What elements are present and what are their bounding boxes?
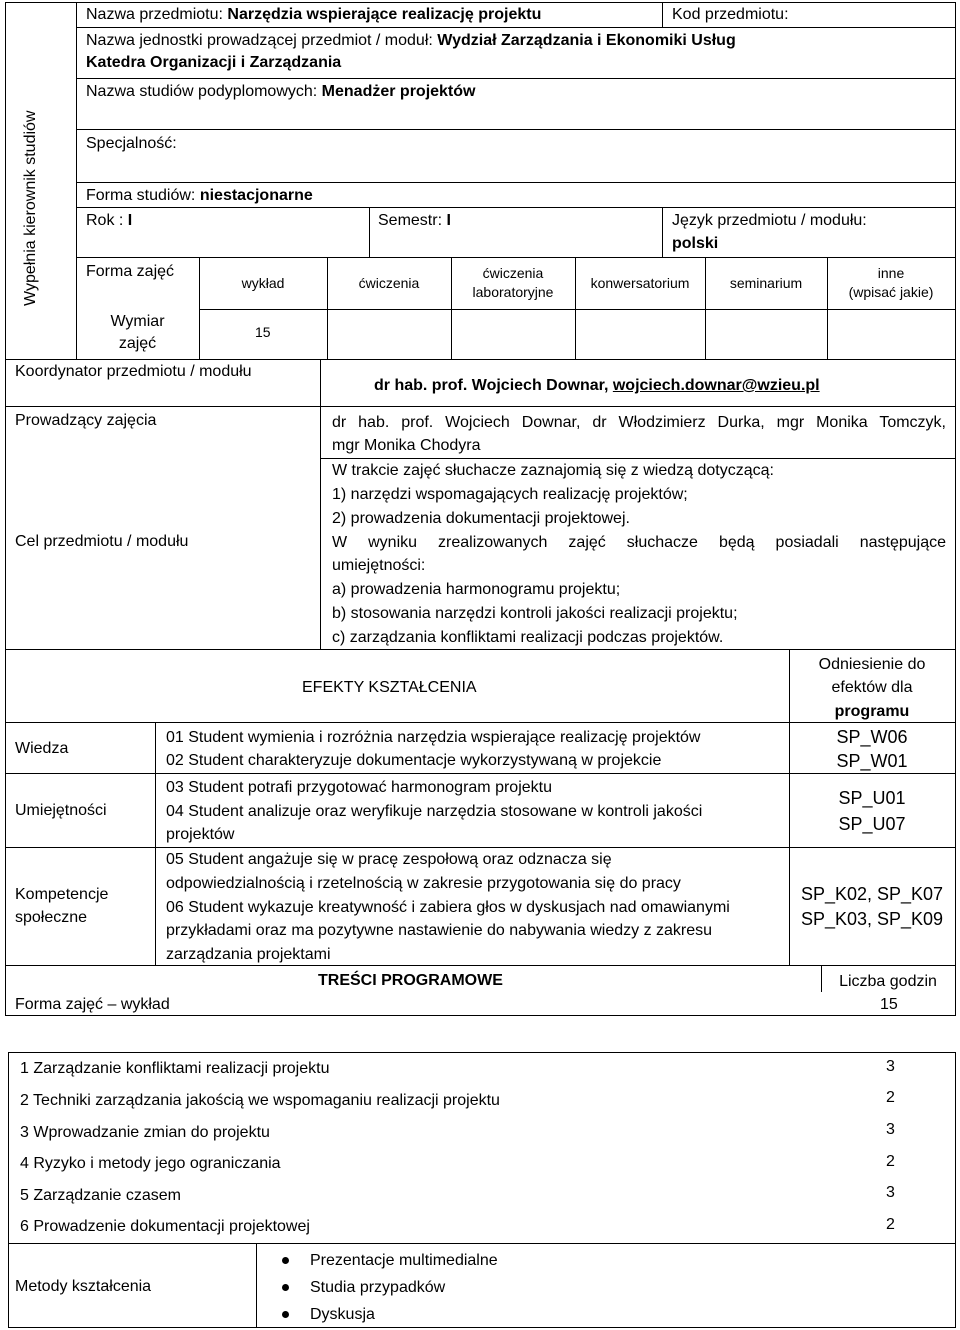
goal-line: umiejętności: <box>332 557 426 574</box>
knowledge-label: Wiedza <box>15 740 69 757</box>
bullet-icon <box>282 1257 289 1264</box>
hours-label-line2: zajęć <box>118 335 157 352</box>
studies-label: Nazwa studiów podyplomowych: <box>86 83 318 100</box>
coordinator-label: Koordynator przedmiotu / modułu <box>15 363 252 380</box>
coordinator-value-row <box>374 376 820 395</box>
lecture-hours: 15 <box>255 324 271 340</box>
outcome-line: 05 Student angażuje się w pracę zespołową oraz odznacza się <box>166 851 612 868</box>
outcome-ref: SP_W06 <box>836 727 908 747</box>
outcome-ref: SP_K02, SP_K07 <box>800 884 944 904</box>
col-conversatory: konwersatorium <box>590 275 690 291</box>
outcome-line: odpowiedzialnością i rzetelnością w zakresie przygotowania się do pracy <box>166 875 681 892</box>
coordinator-email-link[interactable]: wojciech.downar@wzieu.pl <box>612 377 820 394</box>
method-item: Prezentacje multimedialne <box>310 1252 498 1269</box>
topic-label: 3 Wprowadzanie zmian do projektu <box>20 1124 270 1141</box>
semester-label: Semestr: <box>378 212 443 229</box>
goal-line: W trakcie zajęć słuchacze zaznajomią się z wiedzą dotyczącą: <box>332 462 774 479</box>
outcome-line: zarządzania projektami <box>166 946 331 963</box>
topic-hours: 3 <box>886 1184 895 1201</box>
col-exercises: ćwiczenia <box>358 275 420 291</box>
method-item: Dyskusja <box>310 1306 375 1323</box>
outcome-line: 02 Student charakteryzuje dokumentacje wykorzystywaną w projekcie <box>166 752 662 769</box>
study-form-row <box>86 186 313 205</box>
outcome-line: 04 Student analizuje oraz weryfikuje narzędzia stosowane w kontroli jakości <box>166 803 703 820</box>
outcome-ref: SP_U01 <box>838 788 906 808</box>
instructors-line2: mgr Monika Chodyra <box>332 437 481 454</box>
goal-line: b) stosowania narzędzi kontroli jakości realizacji projektu; <box>332 605 738 622</box>
language-value: polski <box>672 235 719 252</box>
topic-hours: 2 <box>886 1089 895 1106</box>
side-label-text: Wypełnia kierownik studiów <box>22 110 39 306</box>
topic-label: 5 Zarządzanie czasem <box>20 1187 181 1204</box>
course-name-label: Nazwa przedmiotu: <box>86 6 223 23</box>
year-row <box>86 211 132 230</box>
goal-label: Cel przedmiotu / modułu <box>15 533 189 550</box>
year-value: I <box>127 212 133 229</box>
col-lecture: wykład <box>241 275 285 291</box>
unit-row <box>86 31 736 50</box>
method-item: Studia przypadków <box>310 1279 446 1296</box>
skills-label: Umiejętności <box>15 802 107 819</box>
specialty-label: Specjalność: <box>86 135 177 152</box>
language-label: Język przedmiotu / modułu: <box>672 212 867 229</box>
unit-value: Wydział Zarządzania i Ekonomiki Usług <box>437 32 736 49</box>
outcome-line: projektów <box>166 826 235 843</box>
goal-line: 2) prowadzenia dokumentacji projektowej. <box>332 510 630 527</box>
goal-line: c) zarządzania konfliktami realizacji podczas projektów. <box>332 629 724 646</box>
competences-label-line2: społeczne <box>15 909 88 926</box>
unit-value-line2: Katedra Organizacji i Zarządzania <box>86 54 342 71</box>
outcome-line: 03 Student potrafi przygotować harmonogram projektu <box>166 779 552 796</box>
col-other-line2: (wpisać jakie) <box>848 284 934 300</box>
instructors-line1: dr hab. prof. Wojciech Downar, dr Włodzimierz Durka, mgr Monika Tomczyk, <box>332 414 946 431</box>
instructors-label: Prowadzący zajęcia <box>15 412 157 429</box>
col-seminar: seminarium <box>729 275 803 291</box>
studies-value: Menadżer projektów <box>321 83 476 100</box>
topic-hours: 3 <box>886 1121 895 1138</box>
hours-header: Liczba godzin <box>839 973 937 990</box>
topic-label: 1 Zarządzanie konfliktami realizacji projektu <box>20 1060 330 1077</box>
competences-label: Kompetencje <box>15 886 109 903</box>
outcome-ref: SP_W01 <box>836 751 908 771</box>
outcome-ref: SP_U07 <box>838 814 906 834</box>
year-label: Rok : <box>86 212 124 229</box>
unit-label: Nazwa jednostki prowadzącej przedmiot / moduł: <box>86 32 433 49</box>
bullet-icon <box>282 1284 289 1291</box>
topic-hours: 2 <box>886 1216 895 1233</box>
semester-value: I <box>446 212 451 229</box>
topic-hours: 2 <box>886 1153 895 1170</box>
course-code-label: Kod przedmiotu: <box>672 6 789 23</box>
topic-label: 6 Prowadzenie dokumentacji projektowej <box>20 1218 310 1235</box>
outcome-line: 06 Student wykazuje kreatywność i zabiera głos w dyskusjach nad omawianymi <box>166 899 730 916</box>
outcome-line: przykładami oraz ma pozytywne nastawienie do nabywania wiedzy z zakresu <box>166 922 713 939</box>
program-form-hours: 15 <box>880 996 898 1013</box>
study-form-label: Forma studiów: <box>86 187 196 204</box>
goal-line: 1) narzędzi wspomagających realizację projektów; <box>332 486 688 503</box>
col-other-line1: inne <box>877 265 905 281</box>
topic-label: 4 Ryzyko i metody jego ograniczania <box>20 1155 281 1172</box>
studies-row <box>86 82 475 101</box>
hours-label-line1: Wymiar <box>110 313 165 330</box>
coordinator-name: dr hab. prof. Wojciech Downar, <box>374 377 609 394</box>
ref-header-line3: programu <box>834 703 910 720</box>
course-name-value: Narzędzia wspierające realizację projektu <box>227 6 542 23</box>
methods-label: Metody kształcenia <box>15 1278 152 1295</box>
goal-line: a) prowadzenia harmonogramu projektu; <box>332 581 621 598</box>
semester-row <box>378 211 451 230</box>
outcome-ref: SP_K03, SP_K09 <box>800 909 944 929</box>
goal-line: W wyniku zrealizowanych zajęć słuchacze będą posiadali następujące <box>332 534 946 551</box>
program-form-label: Forma zajęć – wykład <box>15 996 170 1013</box>
side-label <box>22 22 42 322</box>
course-name-row <box>86 5 541 24</box>
col-lab-line2: laboratoryjne <box>472 284 554 300</box>
ref-header-line1: Odniesienie do <box>818 656 926 673</box>
ref-header-line2: efektów dla <box>831 679 913 696</box>
forms-label: Forma zajęć <box>86 263 175 280</box>
topic-hours: 3 <box>886 1058 895 1075</box>
program-title: TREŚCI PROGRAMOWE <box>318 972 503 989</box>
col-lab-line1: ćwiczenia <box>482 265 544 281</box>
outcome-line: 01 Student wymienia i rozróżnia narzędzia wspierające realizację projektów <box>166 729 701 746</box>
study-form-value: niestacjonarne <box>199 187 313 204</box>
topic-label: 2 Techniki zarządzania jakością we wspomaganiu realizacji projektu <box>20 1092 500 1109</box>
outcomes-title: EFEKTY KSZTAŁCENIA <box>302 679 477 696</box>
bullet-icon <box>282 1311 289 1318</box>
